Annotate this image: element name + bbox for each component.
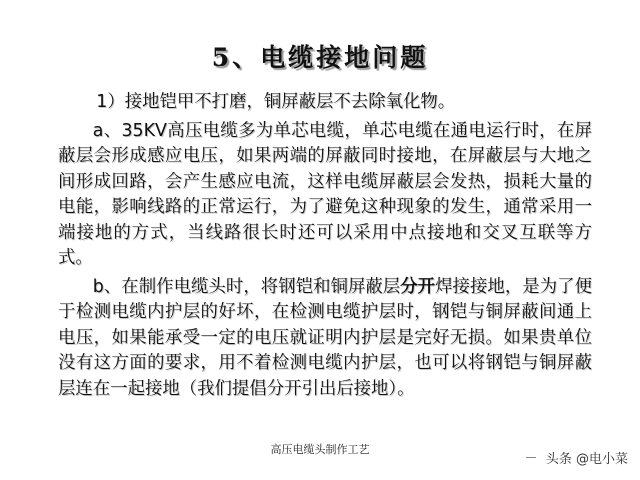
watermark-text: 头条 @电小菜 bbox=[545, 452, 628, 467]
paragraph-b-emphasis: 分开 bbox=[400, 276, 436, 297]
paragraph-b-start: b、在制作电缆头时，将钢铠和铜屏蔽层 bbox=[92, 276, 401, 297]
watermark bbox=[526, 448, 628, 467]
paragraph-a: a、35KV高压电缆多为单芯电缆，单芯电缆在通电运行时，在屏蔽层会形成感应电压，如果两端的屏蔽同时接地，在屏蔽层与大地之间形成回路，会产生感应电流，这样电缆屏蔽层会发热，损耗大量的电能，影响线路的正常运行，为了避免这种现象的发生，通常采用一端接地的方式，当线路很长时还可以采用中点接地和交叉互联等方式。 bbox=[58, 120, 592, 268]
slide-title: 5、电缆接地问题 bbox=[211, 43, 429, 72]
watermark-dash bbox=[526, 457, 536, 458]
slide-body bbox=[58, 90, 592, 405]
paragraph-b-rest: 焊接接地，是为了便于检测电缆内护层的好坏，在检测电缆护层时，钢铠与铜屏蔽间通上电压，如果能承受一定的电压就证明内护层是完好无损。如果贵单位没有这方面的要求，用不着检测电缆内护层，也可以将钢铠与铜屏蔽层连在一起接地（我们提倡分开引出后接地）。 bbox=[58, 276, 592, 399]
paragraph-1: 1）接地铠甲不打磨，铜屏蔽层不去除氧化物。 bbox=[96, 92, 456, 112]
paragraph-b bbox=[58, 275, 592, 403]
slide-footer: 高压电缆头制作工艺 bbox=[270, 443, 370, 456]
